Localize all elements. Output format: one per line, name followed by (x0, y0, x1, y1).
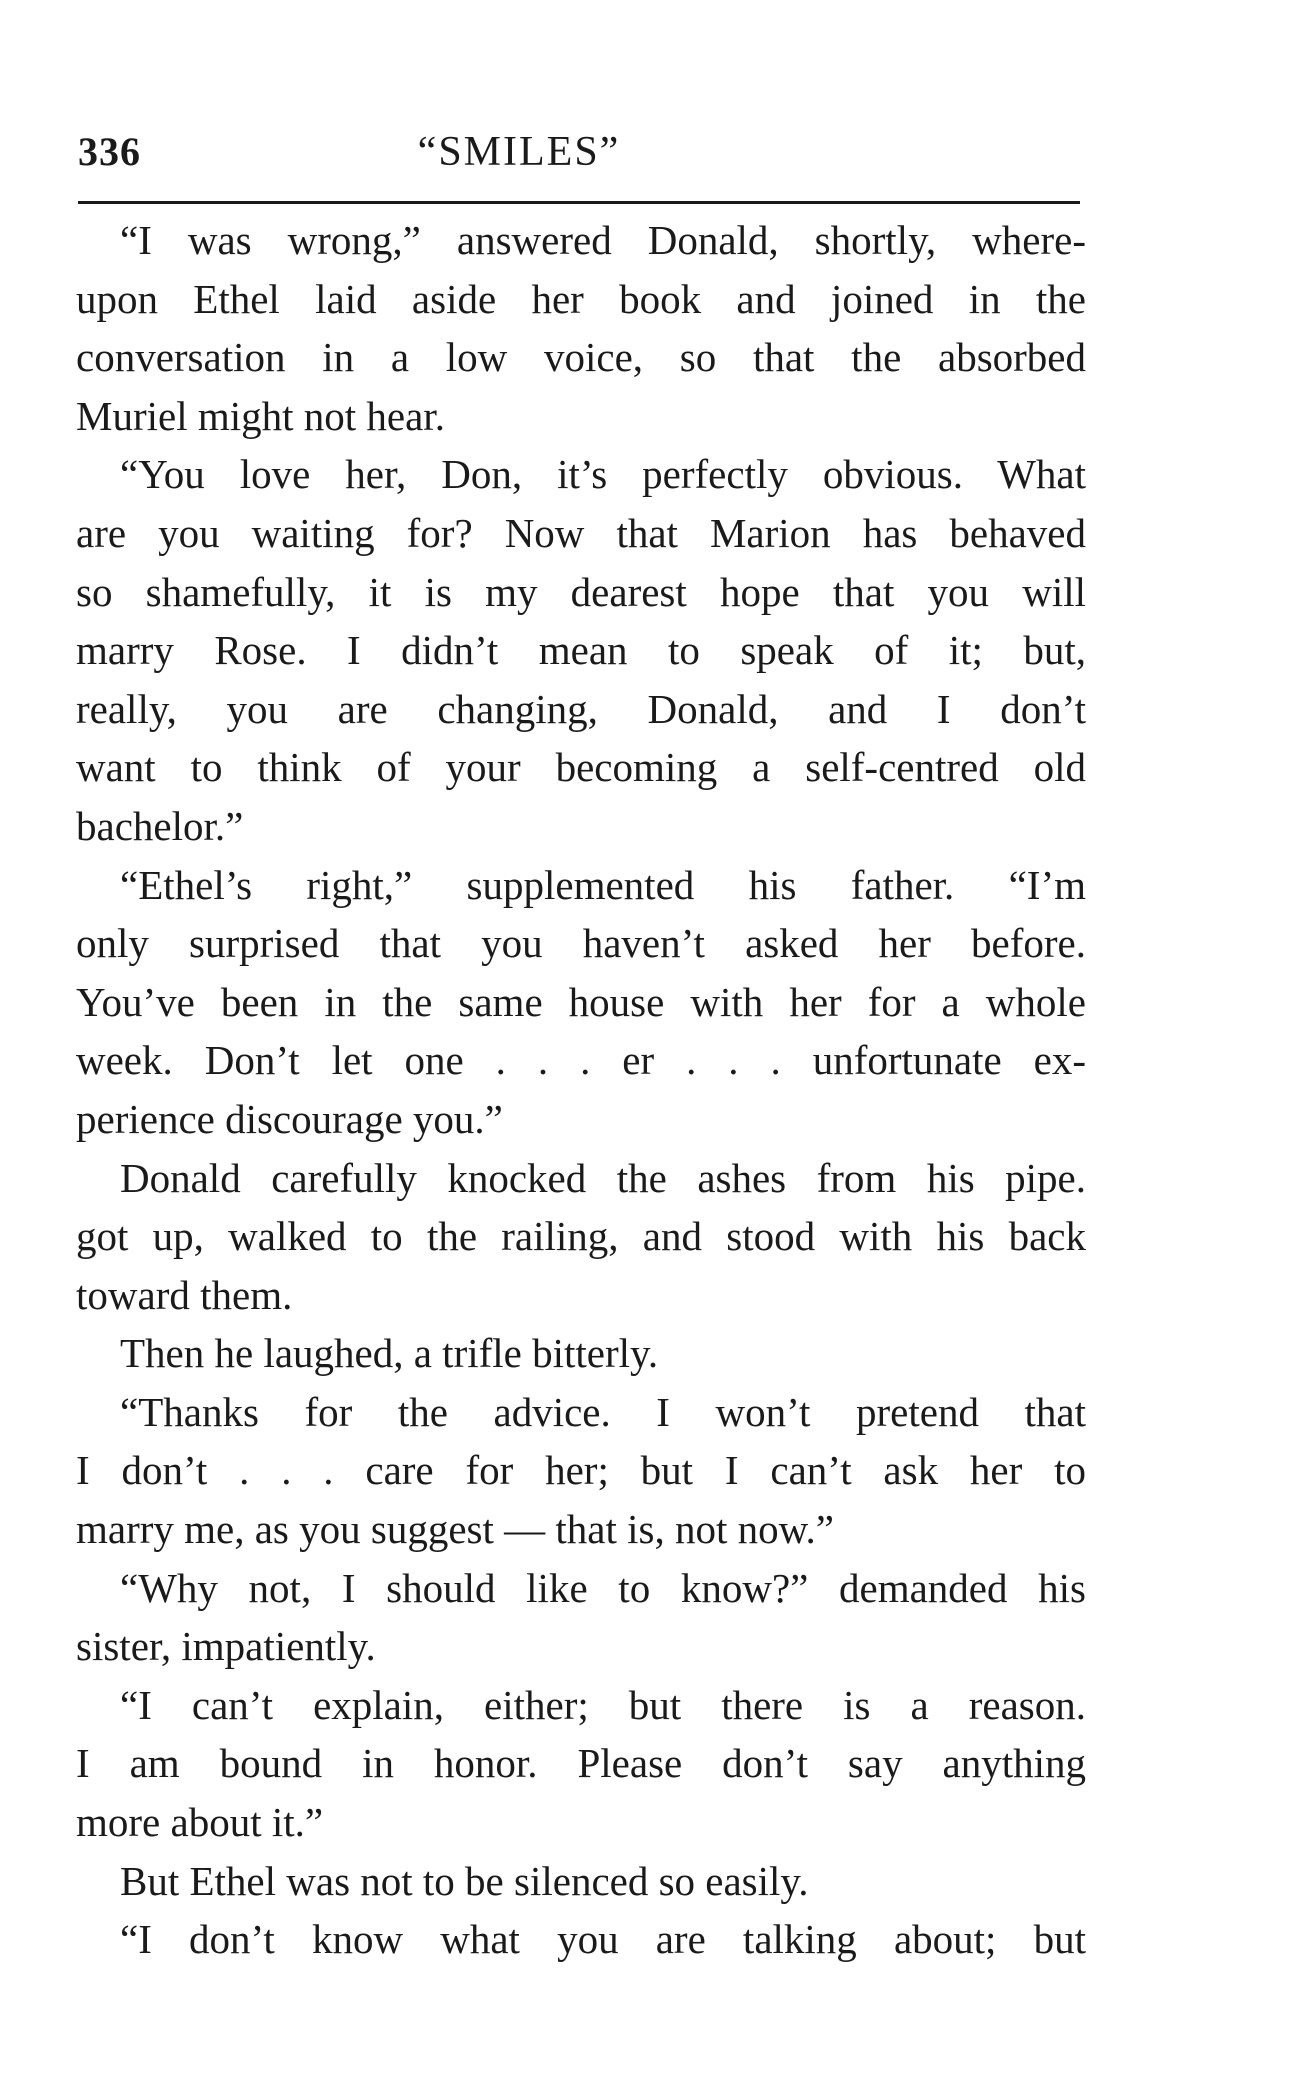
running-title: “SMILES” (417, 129, 621, 175)
text-line: marry me, as you suggest — that is, not now.” (76, 1506, 834, 1553)
text-line: I don’t . . . care for her; but I can’t ask her to (76, 1447, 1086, 1494)
text-line: “You love her, Don, it’s perfectly obvious. What (120, 451, 1086, 498)
text-line: upon Ethel laid aside her book and joined in the (76, 275, 1086, 322)
header-rule (78, 201, 1080, 204)
text-line: Muriel might not hear. (76, 392, 445, 439)
text-line: so shamefully, it is my dearest hope that you will (76, 568, 1086, 615)
running-head (78, 128, 1080, 188)
text-line: “Why not, I should like to know?” demanded his (120, 1564, 1086, 1611)
text-line: conversation in a low voice, so that the absorbed (76, 334, 1086, 381)
body-text (76, 211, 1086, 1969)
text-line: Then he laughed, a trifle bitterly. (120, 1330, 659, 1377)
page-number: 336 (78, 129, 141, 174)
text-line: marry Rose. I didn’t mean to speak of it; but, (76, 627, 1086, 674)
text-line: “I don’t know what you are talking about; but (120, 1916, 1086, 1963)
text-line: “I can’t explain, either; but there is a reason. (120, 1681, 1086, 1728)
text-line: more about it.” (76, 1799, 324, 1846)
text-line: “I was wrong,” answered Donald, shortly, where- (120, 217, 1086, 263)
text-line: Donald carefully knocked the ashes from his pipe. (120, 1154, 1086, 1201)
text-line: I am bound in honor. Please don’t say anything (76, 1740, 1086, 1787)
text-line: toward them. (76, 1271, 293, 1318)
text-line: week. Don’t let one . . . er . . . unfortunate ex- (76, 1037, 1086, 1084)
text-line: perience discourage you.” (76, 1095, 503, 1142)
text-line: want to think of your becoming a self-centred old (76, 744, 1086, 791)
text-line: You’ve been in the same house with her for a whole (76, 978, 1086, 1025)
text-line: only surprised that you haven’t asked her before. (76, 920, 1086, 967)
text-line: bachelor.” (76, 802, 244, 849)
text-line: really, you are changing, Donald, and I don’t (76, 685, 1086, 732)
text-line: “Thanks for the advice. I won’t pretend that (120, 1388, 1086, 1435)
text-line: sister, impatiently. (76, 1623, 376, 1670)
text-line: are you waiting for? Now that Marion has behaved (76, 509, 1086, 556)
text-line: But Ethel was not to be silenced so easily. (120, 1857, 809, 1904)
text-line: “Ethel’s right,” supplemented his father. “I’m (120, 861, 1086, 908)
text-line: got up, walked to the railing, and stood with his back (76, 1213, 1086, 1260)
